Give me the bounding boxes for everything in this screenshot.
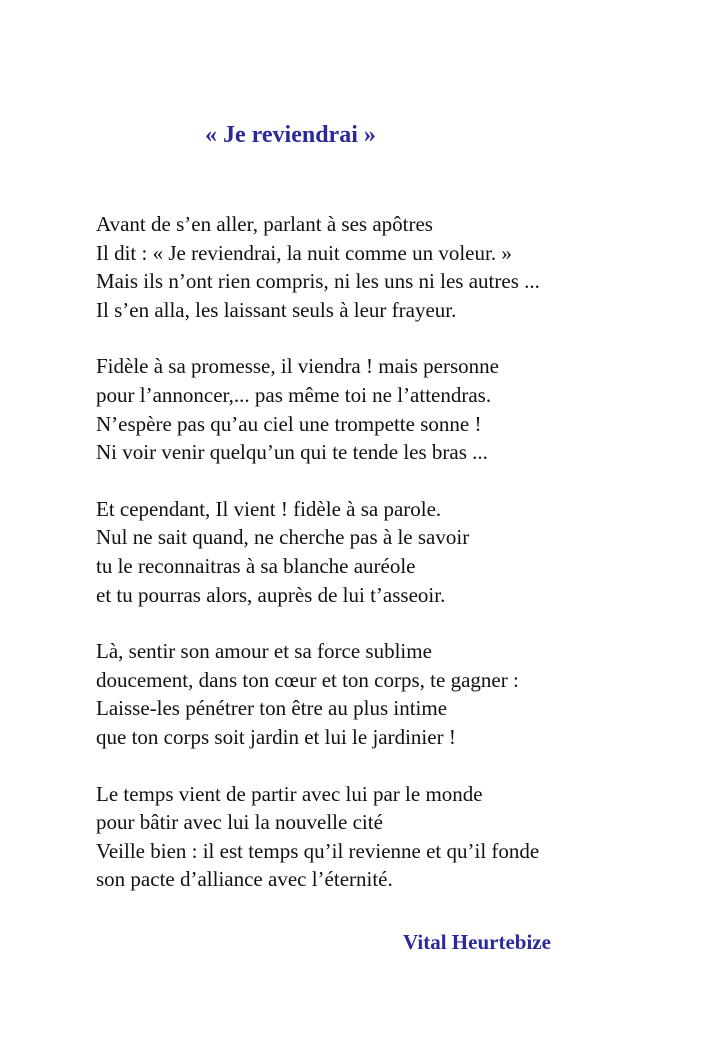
- poem-line: Avant de s’en aller, parlant à ses apôtres: [96, 212, 433, 236]
- poem-line: que ton corps soit jardin et lui le jardinier !: [96, 724, 456, 749]
- poem-line: Laisse-les pénétrer ton être au plus intime: [96, 696, 448, 721]
- poem-line: Veille bien : il est temps qu’il revienne et qu’il fonde: [96, 838, 540, 863]
- stanza-2: [96, 352, 696, 466]
- poem-line: Et cependant, Il vient ! fidèle à sa parole.: [96, 496, 442, 521]
- stanza-4: [96, 637, 696, 751]
- poem-line: N’espère pas qu’au ciel une trompette sonne !: [96, 411, 482, 436]
- poem-line: Il dit : « Je reviendrai, la nuit comme un voleur. »: [96, 240, 512, 265]
- stanza-3: [96, 495, 696, 609]
- poem-line: Fidèle à sa promesse, il viendra ! mais personne: [96, 354, 499, 379]
- poem-line: tu le reconnaitras à sa blanche auréole: [96, 553, 416, 578]
- stanza-5: [96, 780, 696, 894]
- poem-line: Le temps vient de partir avec lui par le monde: [96, 781, 483, 806]
- poem-body: [96, 210, 696, 922]
- poem-line: Nul ne sait quand, ne cherche pas à le savoir: [96, 525, 470, 550]
- poem-line: Mais ils n’ont rien compris, ni les uns ni les autres ...: [96, 269, 540, 294]
- poem-title: « Je reviendrai »: [205, 122, 376, 148]
- poem-line: Ni voir venir quelqu’un qui te tende les bras ...: [96, 440, 488, 465]
- author-signature: Vital Heurtebize: [403, 930, 551, 954]
- poem-line: son pacte d’alliance avec l’éternité.: [96, 867, 393, 892]
- poem-line: et tu pourras alors, auprès de lui t’asseoir.: [96, 582, 446, 607]
- poem-line: pour l’annoncer,... pas même toi ne l’attendras.: [96, 382, 492, 407]
- poem-line: pour bâtir avec lui la nouvelle cité: [96, 810, 383, 835]
- stanza-1: [96, 210, 696, 324]
- poem-line: Il s’en alla, les laissant seuls à leur frayeur.: [96, 297, 457, 322]
- poem-line: Là, sentir son amour et sa force sublime: [96, 639, 432, 664]
- poem-line: doucement, dans ton cœur et ton corps, te gagner :: [96, 667, 519, 692]
